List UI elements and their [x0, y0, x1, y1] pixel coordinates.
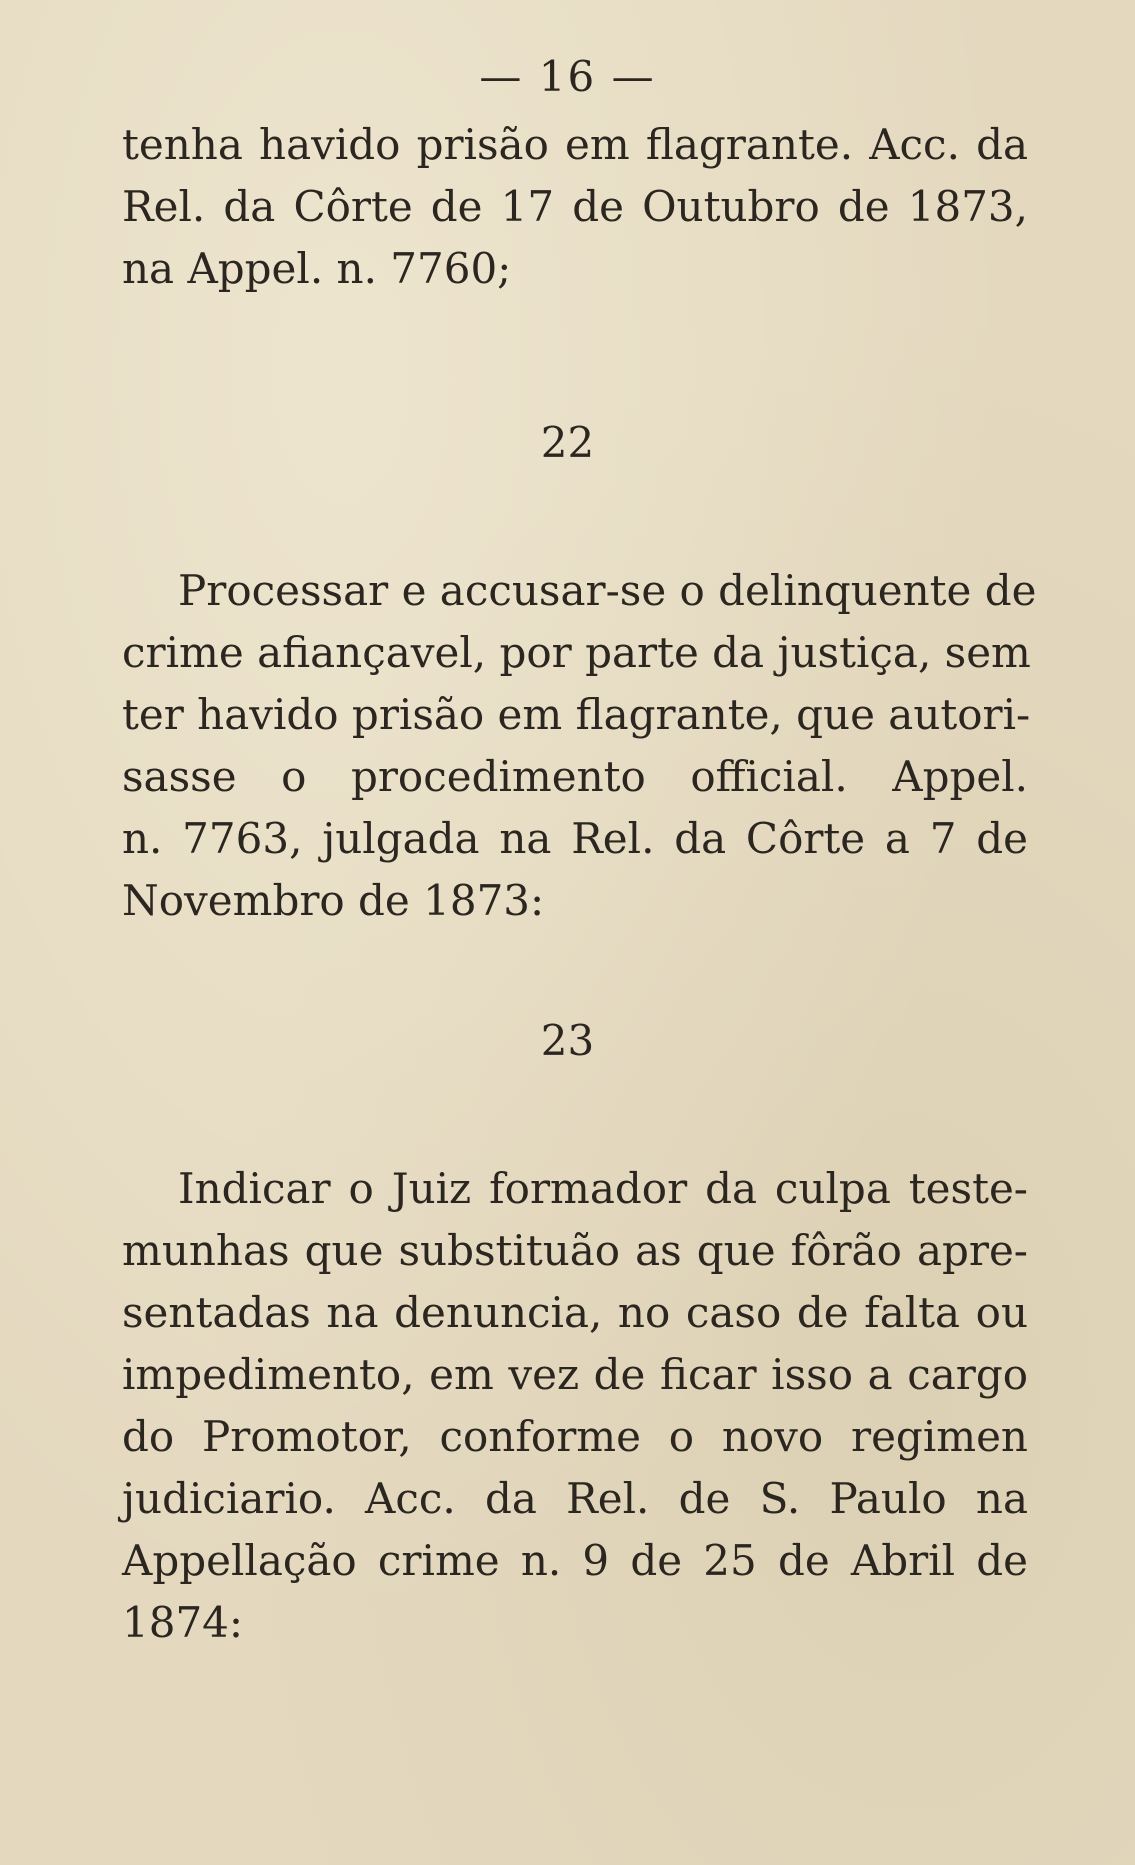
section-number-23: 23	[540, 1016, 595, 1065]
text-line: na Appel. n. 7760;	[122, 244, 512, 293]
text-line: impedimento, em vez de ficar isso a cargo	[122, 1350, 1028, 1399]
text-line: sasse o procedimento official. Appel.	[122, 752, 1028, 801]
text-line: munhas que substituão as que fôrão apre-	[122, 1226, 1028, 1275]
text-line: n. 7763, julgada na Rel. da Côrte a 7 de	[122, 814, 1028, 863]
text-line: do Promotor, conforme o novo regimen	[122, 1412, 1028, 1461]
section-22-paragraph	[122, 560, 1037, 932]
text-line: crime afiançavel, por parte da justiça, sem	[122, 628, 1031, 677]
text-line: Indicar o Juiz formador da culpa teste-	[178, 1164, 1028, 1213]
section-23-paragraph	[122, 1158, 1028, 1654]
text-line: 1874:	[122, 1598, 244, 1647]
text-line: Novembro de 1873:	[122, 876, 545, 925]
text-line: Processar e accusar-se o delinquente de	[178, 566, 1037, 615]
text-line: tenha havido prisão em flagrante. Acc. da	[122, 120, 1028, 169]
page-number: — 16 —	[479, 52, 656, 101]
text-line: sentadas na denuncia, no caso de falta ou	[122, 1288, 1028, 1337]
text-line: Appellação crime n. 9 de 25 de Abril de	[122, 1536, 1028, 1585]
text-line: judiciario. Acc. da Rel. de S. Paulo na	[122, 1474, 1028, 1523]
section-number-22: 22	[540, 418, 595, 467]
continuation-paragraph	[122, 114, 1028, 300]
text-line: Rel. da Côrte de 17 de Outubro de 1873,	[122, 182, 1028, 231]
text-line: ter havido prisão em flagrante, que autori-	[122, 690, 1031, 739]
